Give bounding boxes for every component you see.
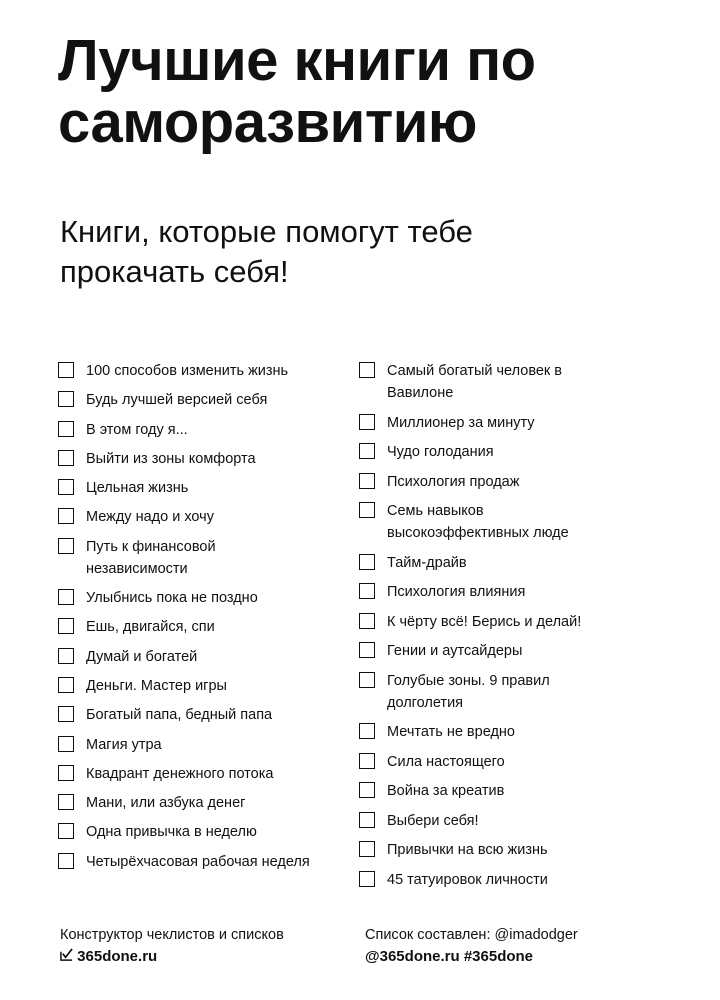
checklist-item[interactable] bbox=[359, 869, 659, 891]
check-mark-icon bbox=[60, 948, 73, 961]
checkbox[interactable] bbox=[58, 794, 74, 810]
checklist-item-label-continued: долголетия bbox=[387, 694, 464, 711]
checklist-item[interactable] bbox=[58, 763, 358, 785]
checklist-item[interactable] bbox=[58, 646, 358, 668]
checklist-item[interactable] bbox=[359, 810, 659, 832]
checklist-right-column bbox=[359, 360, 659, 898]
checkbox[interactable] bbox=[58, 648, 74, 664]
checkbox[interactable] bbox=[359, 753, 375, 769]
checklist-item[interactable] bbox=[359, 360, 659, 404]
checklist-item-label: Четырёхчасовая рабочая неделя bbox=[86, 853, 310, 870]
title-line-2: саморазвитию bbox=[58, 90, 477, 155]
checklist-item-label: Ешь, двигайся, спи bbox=[86, 619, 215, 636]
checkbox[interactable] bbox=[359, 443, 375, 459]
checklist-item-label: 100 способов изменить жизнь bbox=[86, 363, 289, 379]
checklist-item[interactable] bbox=[58, 821, 358, 843]
checklist-item-label: Одна привычка в неделю bbox=[86, 824, 257, 841]
checklist-item-label: Выйти из зоны комфорта bbox=[86, 450, 256, 467]
checklist-item[interactable] bbox=[58, 536, 358, 580]
footer-right-caption: Список составлен: @imadodger bbox=[365, 927, 578, 943]
page-subtitle bbox=[60, 212, 660, 292]
checklist-item[interactable] bbox=[359, 721, 659, 743]
checklist-item-label: Будь лучшей версией себя bbox=[86, 392, 268, 409]
checklist-item-label: Сила настоящего bbox=[387, 753, 505, 770]
checklist-item-label-continued: независимости bbox=[86, 560, 188, 577]
checklist-item[interactable] bbox=[359, 441, 659, 463]
checkbox[interactable] bbox=[359, 473, 375, 489]
checklist-item-label: Цельная жизнь bbox=[86, 480, 189, 497]
checkbox[interactable] bbox=[58, 479, 74, 495]
checklist-item-label-continued: высокоэффективных люде bbox=[387, 525, 569, 541]
checkbox[interactable] bbox=[359, 642, 375, 658]
checklist-item[interactable] bbox=[359, 670, 659, 714]
checklist-item[interactable] bbox=[58, 506, 358, 528]
checklist-item-label: Психология продаж bbox=[387, 473, 520, 490]
footer-brand-text: 365done.ru bbox=[77, 948, 158, 965]
checklist-item[interactable] bbox=[359, 839, 659, 861]
checklist-item-label: 45 татуировок личности bbox=[387, 871, 548, 888]
checkbox[interactable] bbox=[359, 871, 375, 887]
subtitle-line-1: Книги, которые помогут тебе bbox=[60, 214, 473, 249]
checklist-item-label: В этом году я... bbox=[86, 421, 188, 438]
checkbox[interactable] bbox=[58, 618, 74, 634]
checkbox[interactable] bbox=[58, 765, 74, 781]
checkbox[interactable] bbox=[58, 853, 74, 869]
footer-brand-link[interactable] bbox=[60, 946, 284, 968]
checklist-item[interactable] bbox=[359, 500, 659, 544]
checklist-item[interactable] bbox=[359, 471, 659, 493]
footer-left-caption: Конструктор чеклистов и списков bbox=[60, 927, 284, 943]
checkbox[interactable] bbox=[58, 823, 74, 839]
checklist-item-label: Самый богатый человек в bbox=[387, 363, 562, 379]
checklist-item[interactable] bbox=[58, 792, 358, 814]
checkbox[interactable] bbox=[58, 421, 74, 437]
checklist-item-label: Выбери себя! bbox=[387, 812, 479, 829]
checklist-item-label: Чудо голодания bbox=[387, 444, 494, 460]
checkbox[interactable] bbox=[58, 362, 74, 378]
checkbox[interactable] bbox=[58, 538, 74, 554]
checklist-item-label: Мани, или азбука денег bbox=[86, 795, 246, 812]
checkbox[interactable] bbox=[359, 362, 375, 378]
checklist-item-label: Думай и богатей bbox=[86, 648, 198, 665]
checkbox[interactable] bbox=[58, 589, 74, 605]
checklist-item[interactable] bbox=[359, 552, 659, 574]
checklist-item-label: Деньги. Мастер игры bbox=[86, 677, 227, 694]
checklist-item-label: Миллионер за минуту bbox=[387, 414, 535, 431]
checkbox[interactable] bbox=[58, 391, 74, 407]
footer-tags: @365done.ru #365done bbox=[365, 948, 534, 965]
checklist-item[interactable] bbox=[359, 640, 659, 662]
checklist-left-column bbox=[58, 360, 358, 880]
checklist-item[interactable] bbox=[58, 734, 358, 756]
checkbox[interactable] bbox=[58, 736, 74, 752]
checkbox[interactable] bbox=[359, 841, 375, 857]
checklist-item[interactable] bbox=[58, 851, 358, 873]
checkbox[interactable] bbox=[359, 583, 375, 599]
checklist-item[interactable] bbox=[58, 448, 358, 470]
checkbox[interactable] bbox=[58, 706, 74, 722]
checklist-item-label: Между надо и хочу bbox=[86, 509, 214, 526]
checkbox[interactable] bbox=[58, 677, 74, 693]
checkbox[interactable] bbox=[359, 782, 375, 798]
checkbox[interactable] bbox=[58, 508, 74, 524]
footer-author bbox=[365, 924, 578, 968]
footer-constructor bbox=[60, 924, 284, 968]
checklist-item[interactable] bbox=[359, 581, 659, 603]
checklist-item[interactable] bbox=[359, 412, 659, 434]
page-title bbox=[58, 30, 698, 154]
checkbox[interactable] bbox=[359, 672, 375, 688]
checklist-item-label: Путь к финансовой bbox=[86, 538, 216, 555]
subtitle-line-2: прокачать себя! bbox=[60, 254, 289, 289]
checklist-item-label: Война за креатив bbox=[387, 783, 505, 799]
title-line-1: Лучшие книги по bbox=[58, 28, 536, 93]
checklist-item[interactable] bbox=[359, 780, 659, 802]
checklist-item[interactable] bbox=[58, 389, 358, 411]
checklist-item[interactable] bbox=[359, 751, 659, 773]
checkbox[interactable] bbox=[359, 723, 375, 739]
checklist-item[interactable] bbox=[58, 477, 358, 499]
checkbox[interactable] bbox=[359, 812, 375, 828]
checklist-item-label: К чёрту всё! Берись и делай! bbox=[387, 613, 582, 630]
checklist-item[interactable] bbox=[58, 675, 358, 697]
checklist-item-label: Богатый папа, бедный папа bbox=[86, 707, 273, 724]
checkbox[interactable] bbox=[58, 450, 74, 466]
checklist-item[interactable] bbox=[58, 704, 358, 726]
checklist-item[interactable] bbox=[58, 419, 358, 441]
checkbox[interactable] bbox=[359, 414, 375, 430]
checklist-item-label: Тайм-драйв bbox=[387, 554, 467, 571]
checklist-item-label: Мечтать не вредно bbox=[387, 724, 515, 740]
checkbox[interactable] bbox=[359, 613, 375, 629]
checkbox[interactable] bbox=[359, 502, 375, 518]
checklist-item[interactable] bbox=[359, 611, 659, 633]
checklist-item-label: Квадрант денежного потока bbox=[86, 765, 274, 782]
checklist-item-label: Магия утра bbox=[86, 736, 162, 753]
checkbox[interactable] bbox=[359, 554, 375, 570]
checklist-item-label: Семь навыков bbox=[387, 503, 484, 519]
checklist-item-label: Привычки на всю жизнь bbox=[387, 842, 548, 858]
checklist-item[interactable] bbox=[58, 360, 358, 382]
checklist-item-label: Улыбнись пока не поздно bbox=[86, 590, 258, 607]
checklist-item-label: Голубые зоны. 9 правил bbox=[387, 672, 550, 689]
checklist-item-label-continued: Вавилоне bbox=[387, 385, 454, 401]
checklist-item-label: Психология влияния bbox=[387, 584, 526, 600]
checklist-item-label: Гении и аутсайдеры bbox=[387, 643, 523, 659]
checklist-item[interactable] bbox=[58, 616, 358, 638]
checklist-item[interactable] bbox=[58, 587, 358, 609]
